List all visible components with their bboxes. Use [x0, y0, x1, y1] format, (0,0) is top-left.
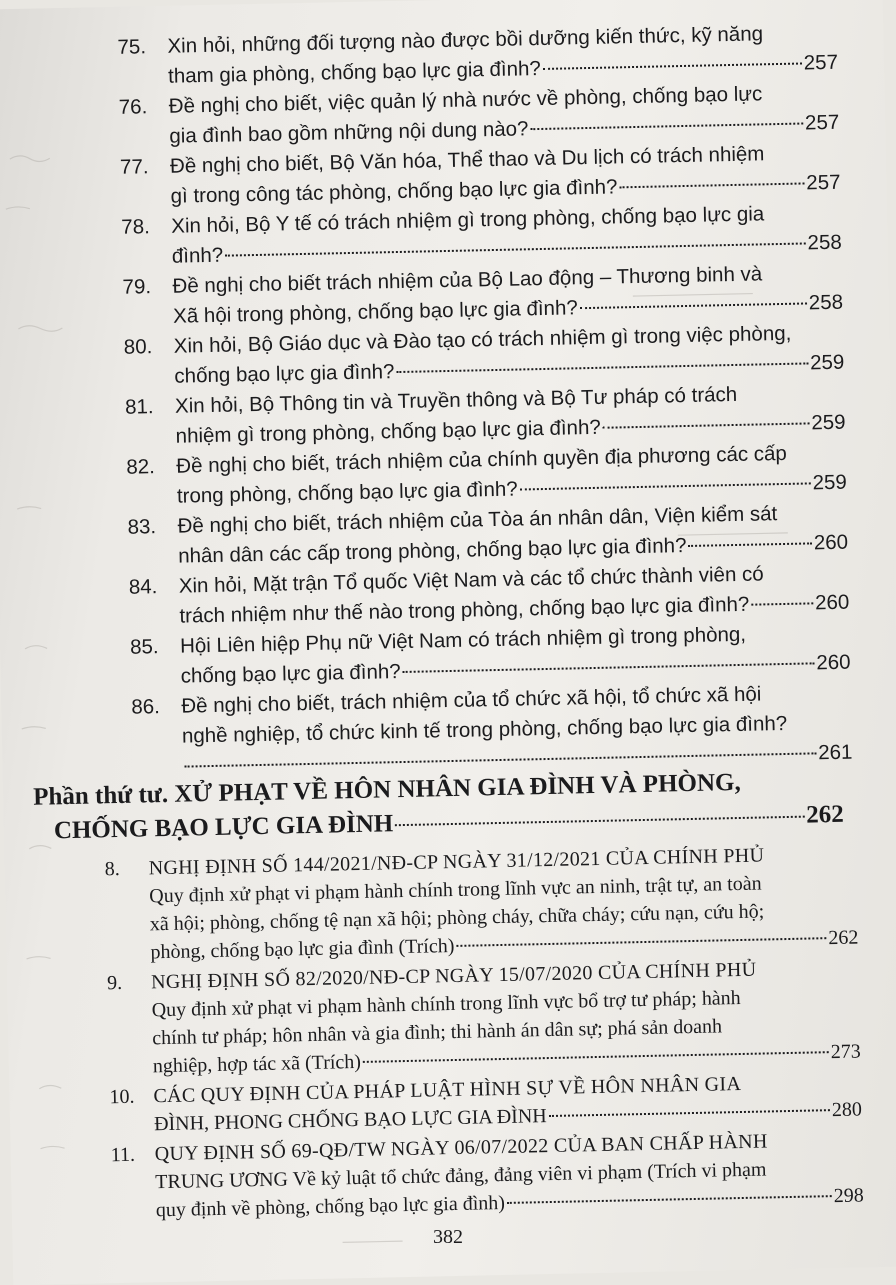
entry-text: Xin hỏi, Mặt trận Tổ quốc Việt Nam và các tổ chức thành viên có — [178, 562, 764, 598]
dot-leader — [543, 63, 802, 70]
dot-leader — [507, 1195, 832, 1204]
entry-page-number: 257 — [803, 50, 839, 75]
section-number: 8. — [104, 857, 120, 881]
entry-page-number: 257 — [804, 110, 840, 135]
entry-page-number: 258 — [808, 290, 844, 315]
section-text: ĐÌNH, PHONG CHỐNG BẠO LỰC GIA ĐÌNH — [153, 1105, 547, 1136]
entry-text: nghề nghiệp, tổ chức kinh tế trong phòng, chống bạo lực gia đình? — [181, 711, 788, 748]
entry-text: chống bạo lực gia đình? — [180, 660, 401, 688]
section-text: Quy định xử phạt vi phạm hành chính trong lĩnh vực an ninh, trật tự, an toàn — [149, 872, 762, 908]
dot-leader — [396, 362, 808, 373]
entry-text: trong phòng, chống bạo lực gia đình? — [176, 477, 518, 508]
entry-page-number: 259 — [811, 410, 846, 435]
section-number: 11. — [110, 1143, 136, 1167]
section-number: 10. — [109, 1085, 135, 1109]
entry-text: Xin hỏi, những đối tượng nào được bồi dưỡng kiến thức, kỹ năng — [167, 22, 764, 58]
section-text: nghiệp, hợp tác xã (Trích) — [152, 1050, 362, 1078]
entry-number: 80. — [123, 335, 153, 359]
entry-number: 83. — [127, 515, 157, 539]
entry-number: 79. — [122, 275, 152, 299]
entry-page-number: 258 — [807, 230, 842, 255]
dot-leader — [185, 752, 817, 767]
entry-text: tham gia phòng, chống bạo lực gia đình? — [167, 56, 542, 88]
entry-text: nhiệm gì trong phòng, chống bạo lực gia đình? — [175, 415, 601, 448]
dot-leader — [520, 482, 811, 490]
entry-text: chống bạo lực gia đình? — [174, 360, 395, 388]
entry-number: 84. — [128, 575, 158, 599]
entry-text: Đề nghị cho biết, trách nhiệm của Tòa án nhân dân, Viện kiểm sát — [177, 502, 778, 538]
entry-number: 76. — [118, 95, 148, 119]
dot-leader — [363, 1051, 829, 1063]
entry-text: Đề nghị cho biết trách nhiệm của Bộ Lao động – Thương binh và — [172, 262, 763, 298]
entry-text: trách nhiệm như thế nào trong phòng, chống bạo lực gia đình? — [179, 592, 750, 628]
entry-text: Xin hỏi, Bộ Thông tin và Truyền thông và Bộ Tư pháp có trách — [174, 382, 738, 418]
section-page-number: 262 — [828, 926, 859, 950]
dot-leader — [225, 242, 805, 256]
entry-page-number: 260 — [816, 650, 851, 675]
dot-leader — [580, 302, 807, 309]
section-text: TRUNG ƯƠNG Về kỷ luật tổ chức đảng, đảng viên vi phạm (Trích vi phạm — [155, 1158, 767, 1194]
dot-leader — [619, 182, 804, 188]
entry-page-number: 259 — [812, 470, 848, 495]
entry-text: Xin hỏi, Bộ Y tế có trách nhiệm gì trong phòng, chống bạo lực gia — [171, 202, 765, 238]
dot-leader — [751, 602, 813, 605]
dot-leader — [403, 662, 815, 673]
section-text: quy định về phòng, chống bạo lực gia đình) — [155, 1191, 506, 1222]
entry-text: Đề nghị cho biết, việc quản lý nhà nước về phòng, chống bạo lực — [168, 82, 763, 118]
entry-number: 78. — [121, 215, 151, 239]
toc-section[interactable] — [104, 840, 858, 968]
dot-leader — [456, 937, 826, 947]
part-title: CHỐNG BẠO LỰC GIA ĐÌNH — [53, 810, 394, 845]
entry-number: 75. — [117, 35, 147, 59]
page-number-footer: 382 — [433, 1226, 463, 1248]
toc-section[interactable] — [110, 1125, 864, 1225]
section-text: Quy định xử phạt vi phạm hành chính trong lĩnh vực bổ trợ tư pháp; hành — [151, 986, 741, 1022]
entry-number: 77. — [119, 155, 149, 179]
dot-leader — [549, 1109, 830, 1117]
section-page-number: 273 — [830, 1040, 861, 1064]
entry-page-number: 261 — [817, 740, 853, 765]
entry-text: Đề nghị cho biết, trách nhiệm của chính quyền địa phương các cấp — [176, 441, 788, 478]
section-text: xã hội; phòng, chống tệ nạn xã hội; phòng cháy, chữa cháy; cứu nạn, cứu hộ; — [149, 900, 765, 936]
entry-number: 82. — [126, 455, 156, 479]
entry-number: 85. — [129, 635, 159, 659]
entry-page-number: 260 — [814, 590, 850, 615]
entry-text: nhân dân các cấp trong phòng, chống bạo lực gia đình? — [177, 534, 687, 568]
section-page-number: 280 — [831, 1098, 863, 1122]
section-text: chính tư pháp; hôn nhân và gia đình; thi hành án dân sự; phá sản doanh — [152, 1015, 723, 1050]
section-page-number: 298 — [833, 1184, 864, 1208]
dot-leader — [395, 816, 804, 827]
entry-page-number: 259 — [809, 350, 845, 375]
part-page-number: 262 — [805, 800, 845, 829]
entry-text: Đề nghị cho biết, Bộ Văn hóa, Thể thao và Du lịch có trách nhiệm — [169, 142, 765, 178]
dot-leader — [530, 122, 803, 130]
entry-text: gì trong công tác phòng, chống bạo lực gia đình? — [170, 175, 618, 208]
section-text: phòng, chống bạo lực gia đình (Trích) — [150, 934, 455, 964]
entry-page-number: 257 — [806, 170, 841, 195]
section-heading: CÁC QUY ĐỊNH CỦA PHÁP LUẬT HÌNH SỰ VỀ HÔN NHÂN GIA — [153, 1073, 742, 1108]
entry-text: Xin hỏi, Bộ Giáo dục và Đào tạo có trách nhiệm gì trong việc phòng, — [173, 321, 792, 358]
dot-leader — [688, 542, 811, 547]
entry-text: đình? — [171, 243, 224, 268]
dot-leader — [603, 422, 810, 428]
entry-text: Đề nghị cho biết, trách nhiệm của tổ chức xã hội, tổ chức xã hội — [181, 682, 762, 718]
entry-text: Hội Liên hiệp Phụ nữ Việt Nam có trách nhiệm gì trong phòng, — [179, 622, 747, 658]
section-heading: QUY ĐỊNH SỐ 69-QĐ/TW NGÀY 06/07/2022 CỦA BAN CHẤP HÀNH — [154, 1130, 768, 1166]
part-title: Phần thứ tư. XỬ PHẠT VỀ HÔN NHÂN GIA ĐÌNH VÀ PHÒNG, — [32, 768, 741, 811]
entry-text: Xã hội trong phòng, chống bạo lực gia đình? — [172, 296, 578, 328]
section-number: 9. — [106, 971, 123, 995]
entry-number: 81. — [124, 395, 154, 419]
entry-page-number: 260 — [813, 530, 849, 555]
entry-number: 86. — [131, 695, 161, 719]
section-heading: NGHỊ ĐỊNH SỐ 144/2021/NĐ-CP NGÀY 31/12/2021 CỦA CHÍNH PHỦ — [148, 844, 765, 880]
entry-text: gia đình bao gồm những nội dung nào? — [169, 117, 529, 148]
toc-section[interactable] — [107, 954, 861, 1082]
section-heading: NGHỊ ĐỊNH SỐ 82/2020/NĐ-CP NGÀY 15/07/2020 CỦA CHÍNH PHỦ — [150, 958, 757, 994]
